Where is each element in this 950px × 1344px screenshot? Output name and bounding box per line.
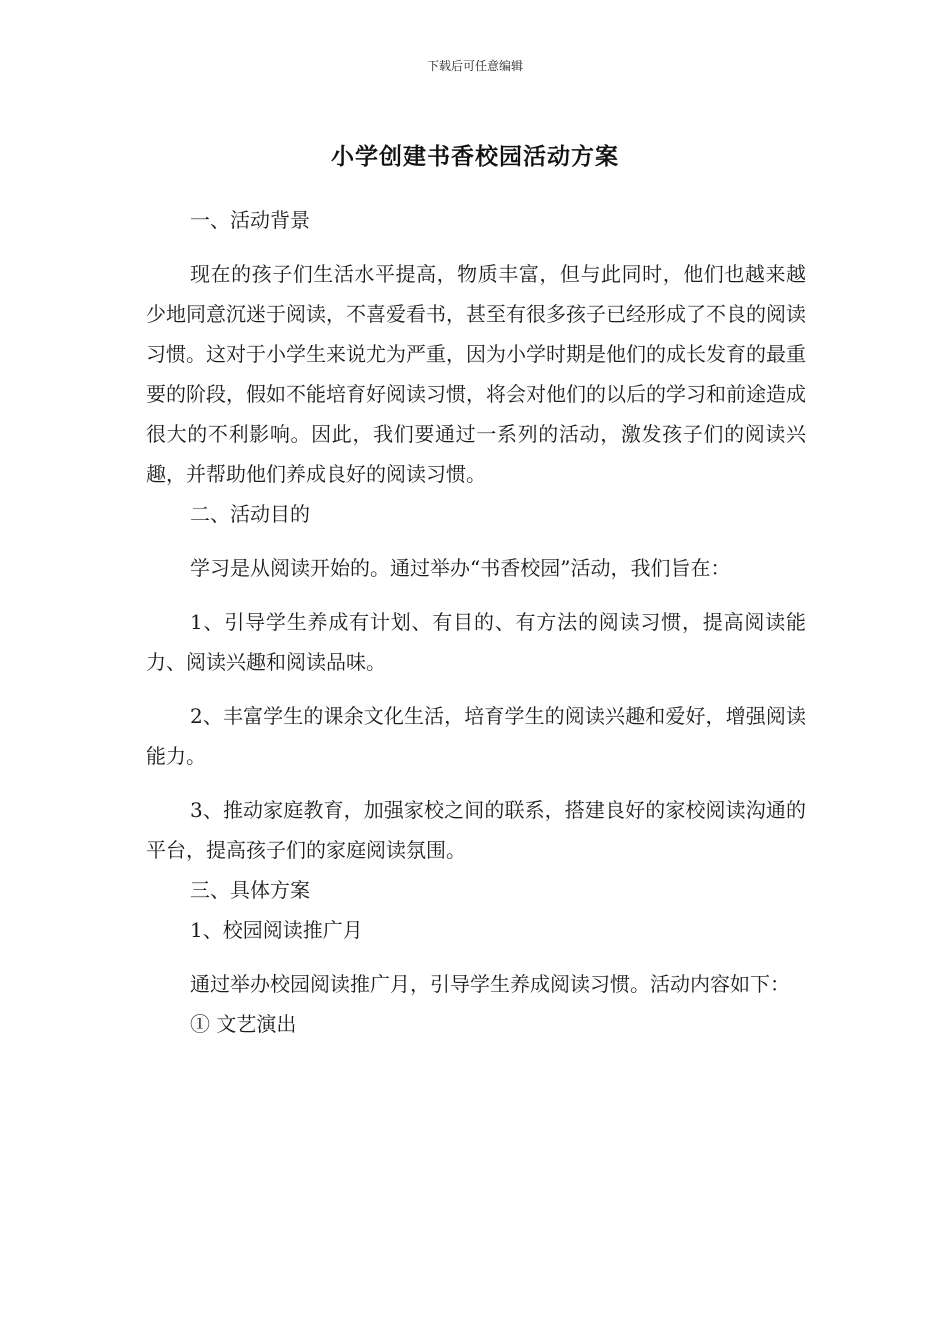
document-body — [146, 200, 806, 1044]
purpose-item-1: 1、引导学生养成有计划、有目的、有方法的阅读习惯，提高阅读能力、阅读兴趣和阅读品味。 — [146, 610, 806, 674]
paragraph-background: 现在的孩子们生活水平提高，物质丰富，但与此同时，他们也越来越少地同意沉迷于阅读，不喜爱看书，甚至有很多孩子已经形成了不良的阅读习惯。这对于小学生来说尤为严重，因为小学时期是他们的成长发育的最重要的阶段，假如不能培育好阅读习惯，将会对他们的以后的学习和前途造成很大的不利影响。因此，我们要通过一系列的活动，激发孩子们的阅读兴趣，并帮助他们养成良好的阅读习惯。 — [146, 262, 806, 486]
purpose-item-2: 2、丰富学生的课余文化生活，培育学生的阅读兴趣和爱好，增强阅读能力。 — [146, 704, 806, 768]
section-heading-purpose: 二、活动目的 — [190, 502, 310, 526]
plan-list-item-1: ① 文艺演出 — [190, 1012, 297, 1036]
plan-subheading-1: 1、校园阅读推广月 — [190, 918, 363, 942]
document-title: 小学创建书香校园活动方案 — [331, 144, 619, 170]
paragraph-plan: 通过举办校园阅读推广月，引导学生养成阅读习惯。活动内容如下： — [190, 972, 790, 996]
purpose-item-3: 3、推动家庭教育，加强家校之间的联系，搭建良好的家校阅读沟通的平台，提高孩子们的家庭阅读氛围。 — [146, 798, 806, 862]
header-note: 下载后可任意编辑 — [426, 59, 523, 73]
section-heading-plan: 三、具体方案 — [190, 878, 310, 902]
section-heading-background: 一、活动背景 — [190, 208, 310, 232]
paragraph-purpose-intro: 学习是从阅读开始的。通过举办“书香校园”活动，我们旨在： — [190, 556, 731, 580]
